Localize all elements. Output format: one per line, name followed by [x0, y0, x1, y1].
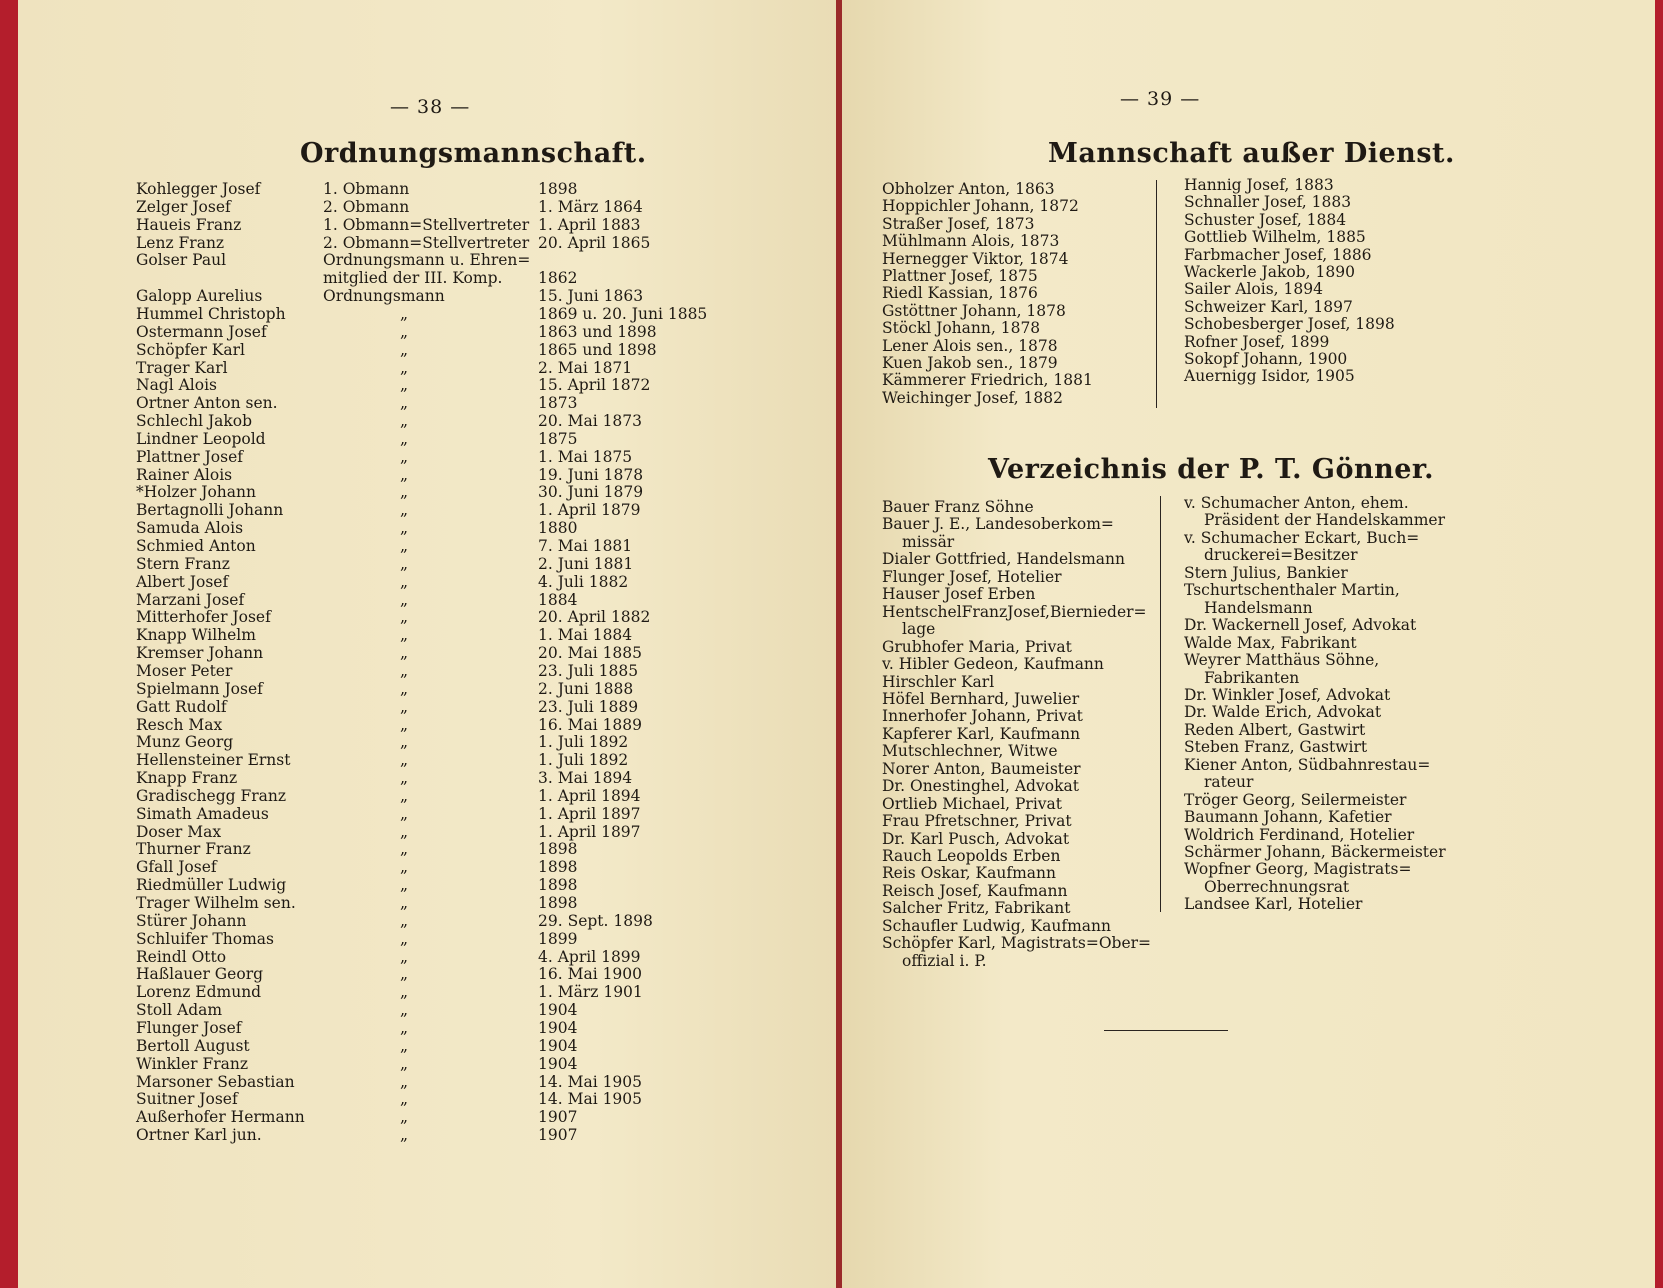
ditto-mark: „: [400, 965, 409, 983]
patron-entry: Dr. Karl Pusch, Advokat: [882, 830, 1070, 848]
patron-entry: Innerhofer Johann, Privat: [882, 707, 1083, 725]
member-name: Knapp Franz: [136, 769, 238, 787]
member-name: Galopp Aurelius: [136, 287, 263, 305]
patron-entry: Tröger Georg, Seilermeister: [1184, 791, 1407, 809]
retired-member-entry: Hernegger Viktor, 1874: [882, 250, 1069, 268]
ditto-mark: „: [400, 448, 409, 466]
member-date: 16. Mai 1889: [538, 716, 643, 734]
patron-entry: druckerei=Besitzer: [1204, 546, 1358, 564]
ditto-mark: „: [400, 483, 409, 501]
ditto-mark: „: [400, 751, 409, 769]
member-date: 1873: [538, 394, 578, 412]
member-name: Gatt Rudolf: [136, 698, 227, 716]
ditto-mark: „: [400, 769, 409, 787]
ditto-mark: „: [400, 912, 409, 930]
retired-member-entry: Auernigg Isidor, 1905: [1184, 367, 1355, 385]
ditto-mark: „: [400, 1037, 409, 1055]
member-date: 23. Juli 1885: [538, 662, 639, 680]
member-name: Rainer Alois: [136, 466, 233, 484]
member-date: 14. Mai 1905: [538, 1090, 643, 1108]
patron-entry: Walde Max, Fabrikant: [1184, 634, 1357, 652]
member-date: 1907: [538, 1126, 578, 1144]
member-date: 16. Mai 1900: [538, 965, 643, 983]
patron-entry: Kiener Anton, Südbahnrestau=: [1184, 756, 1431, 774]
member-name: Stern Franz: [136, 555, 230, 573]
ditto-mark: „: [400, 376, 409, 394]
patron-entry: Hauser Josef Erben: [882, 585, 1036, 603]
patron-entry: Weyrer Matthäus Söhne,: [1184, 651, 1380, 669]
retired-member-entry: Sailer Alois, 1894: [1184, 280, 1323, 298]
ditto-mark: „: [400, 501, 409, 519]
ditto-mark: „: [400, 466, 409, 484]
retired-member-entry: Wackerle Jakob, 1890: [1184, 263, 1355, 281]
member-name: Marsoner Sebastian: [136, 1073, 295, 1091]
patron-entry: Ortlieb Michael, Privat: [882, 795, 1063, 813]
patron-entry: Rauch Leopolds Erben: [882, 847, 1061, 865]
member-date: 20. Mai 1873: [538, 412, 643, 430]
member-date: 3. Mai 1894: [538, 769, 633, 787]
member-date: 23. Juli 1889: [538, 698, 639, 716]
member-name: Winkler Franz: [136, 1055, 249, 1073]
patron-entry: Hirschler Karl: [882, 673, 995, 691]
member-date: 1898: [538, 858, 578, 876]
patron-entry: Kapferer Karl, Kaufmann: [882, 725, 1081, 743]
patron-entry: offizial i. P.: [902, 952, 987, 970]
patron-entry: Salcher Fritz, Fabrikant: [882, 899, 1071, 917]
section-title-ordnungsmannschaft: Ordnungsmannschaft.: [300, 138, 647, 169]
ditto-mark: „: [400, 555, 409, 573]
member-name: Thurner Franz: [136, 840, 251, 858]
patron-entry: Baumann Johann, Kafetier: [1184, 808, 1392, 826]
member-date: 1869 u. 20. Juni 1885: [538, 305, 708, 323]
patron-entry: Bauer Franz Söhne: [882, 498, 1034, 516]
member-name: Samuda Alois: [136, 519, 244, 537]
member-name: Außerhofer Hermann: [136, 1108, 305, 1126]
member-rank: Ordnungsmann: [323, 287, 445, 305]
ditto-mark: „: [400, 876, 409, 894]
member-name: Trager Karl: [136, 359, 228, 377]
retired-member-entry: Plattner Josef, 1875: [882, 267, 1038, 285]
member-name: Bertagnolli Johann: [136, 501, 284, 519]
member-date: 1899: [538, 930, 578, 948]
retired-member-entry: Obholzer Anton, 1863: [882, 180, 1055, 198]
ditto-mark: „: [400, 394, 409, 412]
member-name: Lindner Leopold: [136, 430, 266, 448]
member-name: Reindl Otto: [136, 948, 227, 966]
patron-entry: Tschurtschenthaler Martin,: [1184, 581, 1400, 599]
closing-rule: [1104, 1030, 1228, 1031]
member-date: 1863 und 1898: [538, 323, 657, 341]
patron-entry: v. Schumacher Anton, ehem.: [1184, 494, 1409, 512]
member-date: 4. Juli 1882: [538, 573, 629, 591]
member-name: Schluifer Thomas: [136, 930, 274, 948]
member-rank: mitglied der III. Komp.: [323, 269, 503, 287]
member-date: 1898: [538, 840, 578, 858]
member-date: 1. April 1894: [538, 787, 641, 805]
patron-entry: lage: [902, 620, 936, 638]
member-date: 1907: [538, 1108, 578, 1126]
ditto-mark: „: [400, 1001, 409, 1019]
member-name: Gradischegg Franz: [136, 787, 287, 805]
ditto-mark: „: [400, 983, 409, 1001]
member-date: 1884: [538, 591, 578, 609]
member-date: 1. Mai 1884: [538, 626, 633, 644]
ditto-mark: „: [400, 626, 409, 644]
member-date: 1880: [538, 519, 578, 537]
patron-entry: Dr. Onestinghel, Advokat: [882, 777, 1079, 795]
member-name: Flunger Josef: [136, 1019, 242, 1037]
member-name: Schmied Anton: [136, 537, 256, 555]
member-date: 1904: [538, 1037, 578, 1055]
member-name: *Holzer Johann: [136, 483, 256, 501]
member-date: 1875: [538, 430, 578, 448]
member-date: 30. Juni 1879: [538, 483, 644, 501]
member-rank: Ordnungsmann u. Ehren=: [323, 251, 531, 269]
member-date: 1904: [538, 1001, 578, 1019]
patron-entry: Norer Anton, Baumeister: [882, 760, 1081, 778]
member-date: 15. April 1872: [538, 376, 651, 394]
member-name: Trager Wilhelm sen.: [136, 894, 296, 912]
member-name: Kremser Johann: [136, 644, 264, 662]
patron-entry: Dr. Walde Erich, Advokat: [1184, 703, 1382, 721]
ditto-mark: „: [400, 805, 409, 823]
member-name: Lorenz Edmund: [136, 983, 262, 1001]
section-title-mannschaft-ausser-dienst: Mannschaft außer Dienst.: [1048, 138, 1455, 169]
member-name: Suitner Josef: [136, 1090, 238, 1108]
patron-entry: Frau Pfretschner, Privat: [882, 812, 1072, 830]
member-date: 1. Mai 1875: [538, 448, 633, 466]
ditto-mark: „: [400, 858, 409, 876]
member-name: Munz Georg: [136, 733, 234, 751]
ditto-mark: „: [400, 930, 409, 948]
ditto-mark: „: [400, 840, 409, 858]
ditto-mark: „: [400, 716, 409, 734]
ditto-mark: „: [400, 430, 409, 448]
patron-entry: Reisch Josef, Kaufmann: [882, 882, 1068, 900]
ditto-mark: „: [400, 662, 409, 680]
section-title-goenner: Verzeichnis der P. T. Gönner.: [988, 454, 1435, 485]
column-divider-1: [1156, 180, 1157, 408]
member-name: Resch Max: [136, 716, 223, 734]
patron-entry: v. Schumacher Eckart, Buch=: [1184, 529, 1420, 547]
member-date: 15. Juni 1863: [538, 287, 644, 305]
patron-entry: HentschelFranzJosef,Biernieder=: [882, 603, 1147, 621]
retired-member-entry: Hoppichler Johann, 1872: [882, 197, 1079, 215]
member-date: 2. Mai 1871: [538, 359, 633, 377]
member-name: Zelger Josef: [136, 198, 231, 216]
patron-entry: Dr. Winkler Josef, Advokat: [1184, 686, 1391, 704]
member-name: Kohlegger Josef: [136, 180, 261, 198]
ditto-mark: „: [400, 1019, 409, 1037]
member-name: Plattner Josef: [136, 448, 243, 466]
patron-entry: Schöpfer Karl, Magistrats=Ober=: [882, 934, 1152, 952]
member-name: Golser Paul: [136, 251, 227, 269]
retired-member-entry: Weichinger Josef, 1882: [882, 389, 1063, 407]
member-name: Haueis Franz: [136, 216, 242, 234]
member-date: 1904: [538, 1019, 578, 1037]
member-date: 7. Mai 1881: [538, 537, 633, 555]
ditto-mark: „: [400, 323, 409, 341]
member-name: Spielmann Josef: [136, 680, 263, 698]
member-date: 20. April 1882: [538, 608, 651, 626]
patron-entry: Höfel Bernhard, Juwelier: [882, 690, 1080, 708]
right-page: [842, 0, 1655, 1288]
member-name: Gfall Josef: [136, 858, 217, 876]
patron-entry: Stern Julius, Bankier: [1184, 564, 1348, 582]
ditto-mark: „: [400, 733, 409, 751]
member-name: Bertoll August: [136, 1037, 250, 1055]
member-date: 1. April 1879: [538, 501, 641, 519]
patron-entry: Reis Oskar, Kaufmann: [882, 864, 1056, 882]
member-name: Marzani Josef: [136, 591, 245, 609]
column-divider-2: [1160, 496, 1161, 912]
ditto-mark: „: [400, 1090, 409, 1108]
ditto-mark: „: [400, 680, 409, 698]
retired-member-entry: Stöckl Johann, 1878: [882, 319, 1041, 337]
retired-member-entry: Schweizer Karl, 1897: [1184, 298, 1353, 316]
page-number-left: — 38 —: [390, 96, 471, 118]
retired-member-entry: Straßer Josef, 1873: [882, 215, 1035, 233]
ditto-mark: „: [400, 787, 409, 805]
member-name: Stürer Johann: [136, 912, 247, 930]
ditto-mark: „: [400, 537, 409, 555]
member-date: 1898: [538, 876, 578, 894]
patron-entry: Dr. Wackernell Josef, Advokat: [1184, 616, 1417, 634]
member-name: Nagl Alois: [136, 376, 218, 394]
page-number-right: — 39 —: [1120, 88, 1201, 110]
patron-entry: Schärmer Johann, Bäckermeister: [1184, 843, 1446, 861]
member-name: Ortner Karl jun.: [136, 1126, 262, 1144]
member-name: Knapp Wilhelm: [136, 626, 256, 644]
member-name: Ortner Anton sen.: [136, 394, 278, 412]
member-date: 1904: [538, 1055, 578, 1073]
member-name: Doser Max: [136, 823, 222, 841]
retired-member-entry: Schobesberger Josef, 1898: [1184, 315, 1395, 333]
ditto-mark: „: [400, 573, 409, 591]
member-rank: 2. Obmann: [323, 198, 410, 216]
ditto-mark: „: [400, 1073, 409, 1091]
ditto-mark: „: [400, 608, 409, 626]
member-name: Schlechl Jakob: [136, 412, 253, 430]
retired-member-entry: Farbmacher Josef, 1886: [1184, 246, 1372, 264]
member-rank: 2. Obmann=Stellvertreter: [323, 234, 530, 252]
retired-member-entry: Kämmerer Friedrich, 1881: [882, 371, 1093, 389]
patron-entry: Oberrechnungsrat: [1204, 878, 1350, 896]
member-name: Moser Peter: [136, 662, 233, 680]
retired-member-entry: Schnaller Josef, 1883: [1184, 193, 1352, 211]
member-date: 29. Sept. 1898: [538, 912, 653, 930]
patron-entry: rateur: [1204, 773, 1254, 791]
retired-member-entry: Gstöttner Johann, 1878: [882, 302, 1066, 320]
patron-entry: Steben Franz, Gastwirt: [1184, 738, 1368, 756]
ditto-mark: „: [400, 341, 409, 359]
patron-entry: Mutschlechner, Witwe: [882, 742, 1058, 760]
member-date: 19. Juni 1878: [538, 466, 644, 484]
patron-entry: Dialer Gottfried, Handelsmann: [882, 550, 1125, 568]
member-date: 1. Juli 1892: [538, 733, 629, 751]
member-name: Riedmüller Ludwig: [136, 876, 287, 894]
patron-entry: Bauer J. E., Landesoberkom=: [882, 515, 1114, 533]
ditto-mark: „: [400, 644, 409, 662]
retired-member-entry: Riedl Kassian, 1876: [882, 284, 1038, 302]
member-name: Ostermann Josef: [136, 323, 267, 341]
member-name: Mitterhofer Josef: [136, 608, 271, 626]
retired-member-entry: Hannig Josef, 1883: [1184, 176, 1334, 194]
member-name: Schöpfer Karl: [136, 341, 245, 359]
patron-entry: Handelsmann: [1204, 599, 1313, 617]
member-name: Hellensteiner Ernst: [136, 751, 291, 769]
member-date: 14. Mai 1905: [538, 1073, 643, 1091]
member-date: 1. April 1883: [538, 216, 641, 234]
retired-member-entry: Lener Alois sen., 1878: [882, 337, 1058, 355]
member-name: Lenz Franz: [136, 234, 225, 252]
member-name: Haßlauer Georg: [136, 965, 264, 983]
member-date: 1865 und 1898: [538, 341, 657, 359]
member-date: 1. März 1864: [538, 198, 643, 216]
member-date: 1. April 1897: [538, 823, 641, 841]
member-date: 20. Mai 1885: [538, 644, 643, 662]
patron-entry: Flunger Josef, Hotelier: [882, 568, 1062, 586]
ditto-mark: „: [400, 948, 409, 966]
patron-entry: Fabrikanten: [1204, 669, 1300, 687]
retired-member-entry: Mühlmann Alois, 1873: [882, 232, 1060, 250]
patron-entry: Grubhofer Maria, Privat: [882, 638, 1072, 656]
member-date: 1. April 1897: [538, 805, 641, 823]
member-date: 1862: [538, 269, 578, 287]
ditto-mark: „: [400, 1055, 409, 1073]
member-date: 4. April 1899: [538, 948, 641, 966]
ditto-mark: „: [400, 359, 409, 377]
ditto-mark: „: [400, 823, 409, 841]
patron-entry: Schaufler Ludwig, Kaufmann: [882, 917, 1111, 935]
retired-member-entry: Schuster Josef, 1884: [1184, 211, 1347, 229]
left-page: [18, 0, 840, 1288]
retired-member-entry: Kuen Jakob sen., 1879: [882, 354, 1058, 372]
ditto-mark: „: [400, 412, 409, 430]
ditto-mark: „: [400, 519, 409, 537]
member-rank: 1. Obmann: [323, 180, 410, 198]
retired-member-entry: Rofner Josef, 1899: [1184, 333, 1330, 351]
ditto-mark: „: [400, 1126, 409, 1144]
patron-entry: missär: [902, 533, 955, 551]
patron-entry: v. Hibler Gedeon, Kaufmann: [882, 655, 1104, 673]
member-date: 1898: [538, 180, 578, 198]
member-rank: 1. Obmann=Stellvertreter: [323, 216, 530, 234]
member-name: Stoll Adam: [136, 1001, 223, 1019]
ditto-mark: „: [400, 591, 409, 609]
retired-member-entry: Sokopf Johann, 1900: [1184, 350, 1348, 368]
patron-entry: Wopfner Georg, Magistrats=: [1184, 860, 1412, 878]
patron-entry: Landsee Karl, Hotelier: [1184, 895, 1363, 913]
ditto-mark: „: [400, 698, 409, 716]
member-date: 1. Juli 1892: [538, 751, 629, 769]
retired-member-entry: Gottlieb Wilhelm, 1885: [1184, 228, 1366, 246]
member-name: Hummel Christoph: [136, 305, 286, 323]
member-name: Albert Josef: [136, 573, 229, 591]
patron-entry: Woldrich Ferdinand, Hotelier: [1184, 826, 1415, 844]
ditto-mark: „: [400, 1108, 409, 1126]
member-date: 2. Juni 1888: [538, 680, 634, 698]
member-date: 2. Juni 1881: [538, 555, 634, 573]
member-date: 20. April 1865: [538, 234, 651, 252]
member-date: 1. März 1901: [538, 983, 643, 1001]
patron-entry: Präsident der Handelskammer: [1204, 511, 1446, 529]
patron-entry: Reden Albert, Gastwirt: [1184, 721, 1366, 739]
ditto-mark: „: [400, 894, 409, 912]
member-date: 1898: [538, 894, 578, 912]
member-name: Simath Amadeus: [136, 805, 269, 823]
ditto-mark: „: [400, 305, 409, 323]
